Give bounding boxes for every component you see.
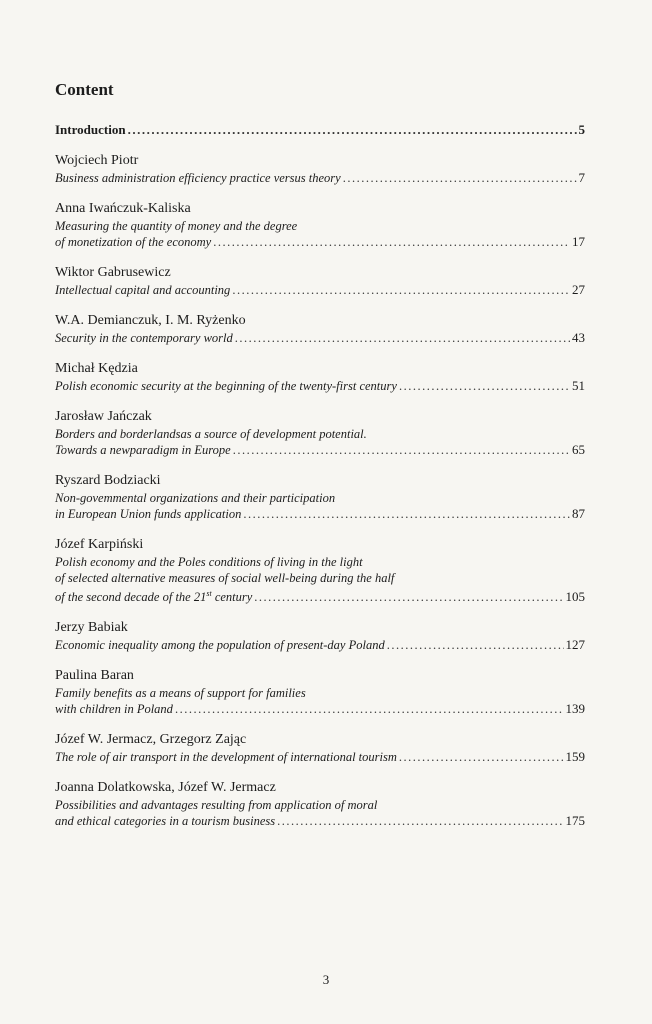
entry-title-line-last (55, 282, 585, 298)
entry-title-line-last (55, 442, 585, 458)
entry-title-text: Economic inequality among the population of present-day Poland (55, 638, 385, 653)
dot-leader (387, 637, 564, 653)
entry-title-line: Measuring the quantity of money and the degree (55, 219, 298, 233)
entry-page: 127 (565, 637, 585, 653)
toc-entry-introduction (55, 122, 585, 138)
toc-entry (55, 731, 585, 765)
entry-title-text: Polish economic security at the beginning of the twenty-first century (55, 379, 397, 393)
entry-title-text: Business administration efficiency practice versus theory (55, 171, 341, 185)
entry-author: Ryszard Bodziacki (55, 473, 161, 488)
dot-leader (343, 170, 577, 186)
entry-page: 65 (572, 442, 585, 457)
dot-leader (399, 749, 564, 765)
entry-page: 159 (565, 749, 585, 765)
entry-author: Anna Iwańczuk-Kaliska (55, 201, 191, 216)
entry-page: 7 (578, 170, 585, 185)
introduction-title: Introduction (55, 122, 126, 137)
toc-entry (55, 200, 585, 250)
entry-page: 27 (572, 282, 585, 297)
entry-title-text: Towards a newparadigm in Europe (55, 443, 231, 457)
entry-author: Wojciech Piotr (55, 153, 139, 168)
entry-title-line-last (55, 701, 585, 717)
entry-title-text: with children in Poland (55, 702, 173, 717)
entry-author: W.A. Demianczuk, I. M. Ryżenko (55, 313, 246, 328)
entry-title-line: of selected alternative measures of social well-being during the half (55, 571, 395, 585)
toc-entry (55, 360, 585, 394)
entry-page: 139 (565, 701, 585, 717)
dot-leader (233, 442, 570, 458)
entry-title-line-last (55, 637, 585, 653)
entry-title-line-last (55, 330, 585, 346)
entry-title-line-last (55, 170, 585, 186)
entry-author: Wiktor Gabrusewicz (55, 265, 171, 280)
dot-leader (277, 813, 563, 829)
entry-author: Jerzy Babiak (55, 620, 128, 636)
entry-title-text: Security in the contemporary world (55, 331, 233, 345)
toc-entry (55, 312, 585, 346)
dot-leader (235, 330, 570, 346)
entry-page: 17 (572, 234, 585, 249)
dot-leader (213, 234, 570, 250)
entry-title-text: of the second decade of the 21st century (55, 589, 253, 605)
toc-entry (55, 619, 585, 653)
entry-title-line-last (55, 586, 585, 605)
entry-title-text: and ethical categories in a tourism business (55, 814, 276, 829)
entry-title-line: Family benefits as a means of support for families (55, 686, 306, 701)
entry-author: Józef W. Jermacz, Grzegorz Zając (55, 732, 247, 748)
dot-leader (399, 378, 570, 394)
entry-page: 105 (565, 589, 585, 605)
entry-title-text: of monetization of the economy (55, 235, 212, 249)
entry-title-line: Polish economy and the Poles conditions of living in the light (55, 555, 363, 569)
toc-entries (55, 152, 585, 829)
entry-title-line: Borders and borderlandsas a source of development potential. (55, 427, 367, 441)
entry-page: 87 (572, 506, 585, 521)
entry-title-text: in European Union funds application (55, 507, 242, 521)
toc-entry (55, 667, 585, 717)
entry-page: 175 (565, 813, 585, 829)
entry-title-line: Possibilities and advantages resulting from application of moral (55, 798, 378, 813)
entry-title-text: Intellectual capital and accounting (55, 283, 231, 297)
entry-author: Józef Karpiński (55, 537, 144, 552)
page-title: Content (55, 80, 114, 99)
entry-author: Joanna Dolatkowska, Józef W. Jermacz (55, 780, 276, 796)
toc-entry (55, 264, 585, 298)
entry-title-text: The role of air transport in the development of international tourism (55, 750, 397, 765)
entry-author: Paulina Baran (55, 668, 134, 684)
entry-page: 43 (572, 330, 585, 345)
dot-leader (175, 701, 564, 717)
toc-entry (55, 536, 585, 605)
entry-title-line-last (55, 813, 585, 829)
introduction-page: 5 (578, 122, 585, 137)
toc-entry (55, 472, 585, 522)
entry-title-line: Non-govemmental organizations and their participation (55, 491, 336, 505)
dot-leader (243, 506, 570, 522)
dot-leader (128, 122, 577, 138)
entry-title-line-last (55, 378, 585, 394)
toc-entry (55, 152, 585, 186)
table-of-contents (55, 80, 585, 843)
entry-title-line-last (55, 506, 585, 522)
entry-page: 51 (572, 378, 585, 393)
entry-title-line-last (55, 749, 585, 765)
dot-leader (232, 282, 570, 298)
toc-entry (55, 408, 585, 458)
dot-leader (254, 589, 563, 605)
toc-entry (55, 779, 585, 829)
entry-author: Michał Kędzia (55, 361, 138, 376)
page-number: 3 (322, 972, 330, 987)
entry-author: Jarosław Jańczak (55, 409, 152, 424)
entry-title-line-last (55, 234, 585, 250)
